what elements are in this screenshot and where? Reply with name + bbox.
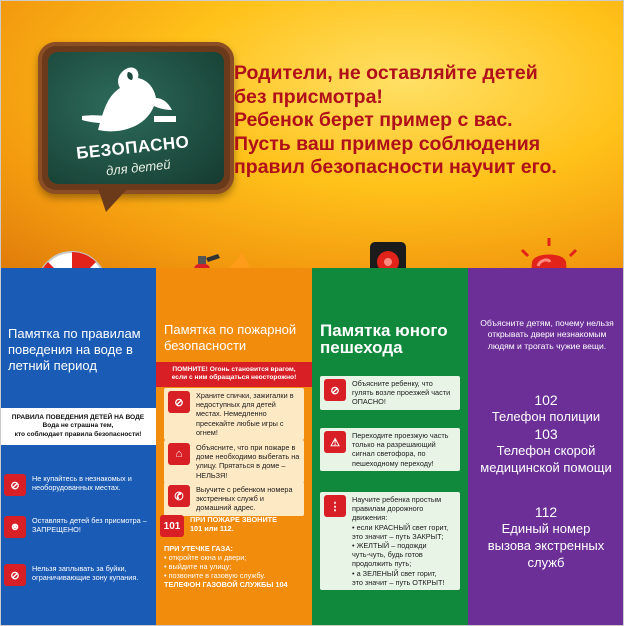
fire-banner	[156, 362, 312, 387]
police-label: Телефон полиции	[491, 409, 601, 424]
crosswalk-icon: ⚠	[324, 431, 346, 453]
water-rule	[4, 564, 152, 586]
pedestrian-last-item: • а ЗЕЛЕНЫЙ свет горит,	[352, 568, 437, 578]
fire-rule-text: Объясните, что при пожаре в доме необходимо выбегать на улицу. Прятаться в доме – НЕЛЬЗЯ!	[196, 443, 300, 480]
fire-call-title: ПРИ ПОЖАРЕ ЗВОНИТЕ	[190, 515, 278, 524]
gas-item: • откройте окна и двери;	[164, 553, 247, 562]
chalkboard-frame	[38, 42, 234, 194]
chalkboard-surface	[48, 52, 224, 184]
phone-icon: ✆	[168, 485, 190, 507]
fire-call-text	[190, 515, 277, 533]
columns	[0, 268, 624, 626]
single-phone	[476, 504, 616, 571]
fire-rule-text: Храните спички, зажигалки в недоступных для детей местах. Немедленно пресекайте любые игры с огнем!	[196, 391, 294, 437]
ambulance-number: 103	[534, 426, 558, 442]
single-label: вызова экстренных	[487, 538, 605, 553]
house-fire-icon: ⌂	[168, 443, 190, 465]
gas-block	[164, 544, 308, 589]
chalkboard-sign	[38, 42, 234, 210]
single-label: служб	[527, 555, 565, 570]
children-icon: ☻	[4, 516, 26, 538]
pedestrian-rule	[320, 376, 460, 410]
emergency-intro: Объясните детям, почему нельзя открывать двери незнакомым людям и трогать чужие вещи.	[480, 318, 614, 351]
water-banner-line: Вода не страшна тем,	[42, 422, 114, 430]
fire-banner-line: ПОМНИТЕ! Огонь становится врагом,	[172, 366, 296, 373]
headline-line: правил безопасности научит его.	[234, 156, 557, 178]
gas-phone: ТЕЛЕФОН ГАЗОВОЙ СЛУЖБЫ 104	[164, 580, 288, 589]
no-swimming-icon: ⊘	[4, 474, 26, 496]
pedestrian-rule-row	[324, 495, 456, 587]
matches-icon: ⊘	[168, 391, 190, 413]
pedestrian-last-item: • ЖЕЛТЫЙ – подожди	[352, 541, 427, 551]
pedestrian-rule-row	[324, 431, 456, 468]
fire-rule	[164, 440, 304, 483]
fire-rule-row	[168, 391, 300, 437]
water-banner	[0, 408, 156, 445]
ambulance-label: медицинской помощи	[480, 460, 612, 475]
ambulance-phone	[476, 426, 616, 476]
water-rule-text: Не купайтесь в незнакомых и необорудованных местах.	[32, 474, 132, 493]
car-icon: ⊘	[324, 379, 346, 401]
fire-column	[156, 268, 312, 626]
pedestrian-last-item: продолжить путь;	[352, 559, 412, 569]
gas-title: ПРИ УТЕЧКЕ ГАЗА:	[164, 544, 233, 553]
water-rule-text: Нельзя заплывать за буйки, ограничивающие зону купания.	[32, 564, 139, 583]
board-subtitle: для детей	[105, 156, 172, 179]
fire-rule-text: Выучите с ребенком номера экстренных служб и домашний адрес.	[196, 485, 293, 513]
water-title: Памятка по правилам поведения на воде в летний период	[8, 326, 141, 373]
fire-rule	[164, 482, 304, 516]
pedestrian-column	[312, 268, 468, 626]
pedestrian-last-item: это значит – путь ОТКРЫТ!	[352, 577, 445, 587]
pedestrian-rule-text: Переходите проезжую часть только на разрешающий сигнал светофора, по пешеходному переходу!	[352, 431, 449, 468]
pedestrian-last-item: это значит – путь ЗАКРЫТ;	[352, 531, 444, 541]
fire-rule-row	[168, 485, 300, 513]
sable-emblem-icon	[68, 58, 188, 140]
water-banner-title: ПРАВИЛА ПОВЕДЕНИЯ ДЕТЕЙ НА ВОДЕ	[11, 414, 145, 421]
pedestrian-last-item: • если КРАСНЫЙ свет горит,	[352, 522, 449, 532]
ambulance-label: Телефон скорой	[496, 443, 596, 458]
gas-item: • позвоните в газовую службу.	[164, 571, 266, 580]
fire-banner-line: если с ним обращаться неосторожно!	[171, 374, 297, 382]
water-banner-line: кто соблюдает правила безопасности!	[14, 430, 142, 438]
pedestrian-title: Памятка юного пешехода	[320, 321, 448, 357]
headline-line: Пусть ваш пример соблюдения	[234, 132, 541, 155]
gas-item: • выйдите на улицу;	[164, 562, 232, 571]
pedestrian-last-item: чуть-чуть, будь готов	[352, 550, 423, 560]
fire-call-number: 101	[160, 515, 184, 537]
single-number: 112	[534, 504, 558, 520]
board-title: БЕЗОПАСНО	[75, 132, 191, 163]
fire-rule	[164, 388, 304, 440]
police-number: 102	[534, 392, 558, 408]
pedestrian-last	[352, 495, 456, 587]
pedestrian-rule-row	[324, 379, 456, 407]
traffic-light-small-icon: ⋮	[324, 495, 346, 517]
chalkboard-tail	[98, 188, 128, 212]
headline	[234, 62, 614, 180]
fire-rule-row	[168, 443, 300, 480]
pedestrian-rule	[320, 492, 460, 590]
headline-line: Ребенок берет пример с вас.	[234, 109, 513, 131]
single-label: Единый номер	[501, 521, 591, 536]
pedestrian-last-title: Научите ребенка простым правилам дорожного движения:	[352, 495, 442, 523]
emergency-column	[468, 268, 624, 626]
headline-line: Родители, не оставляйте детей	[234, 62, 538, 84]
fire-call	[160, 515, 308, 537]
police-phone	[476, 392, 616, 425]
water-rule	[4, 474, 152, 496]
water-rule	[4, 516, 152, 538]
water-column	[0, 268, 156, 626]
fire-call-sub: 101 или 112.	[190, 524, 234, 534]
pedestrian-rule-text: Объясните ребенку, что гулять возле проезжей части ОПАСНО!	[352, 379, 451, 407]
fire-title: Памятка по пожарной безопасности	[164, 322, 297, 353]
pedestrian-rule	[320, 428, 460, 471]
water-rule-text: Оставлять детей без присмотра – ЗАПРЕЩЕНО!	[32, 516, 147, 535]
headline-line: без присмотра!	[234, 85, 383, 108]
buoy-limit-icon: ⊘	[4, 564, 26, 586]
